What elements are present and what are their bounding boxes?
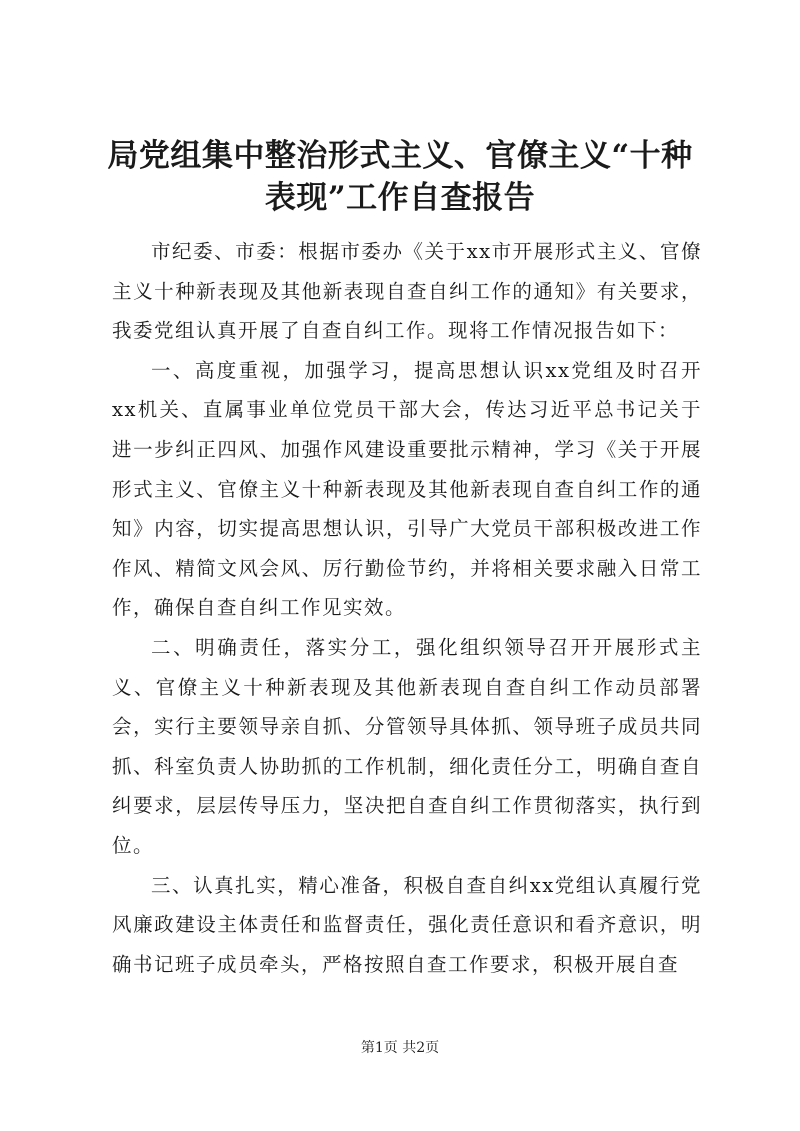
page-footer: 第1页 共2页 xyxy=(360,1040,440,1056)
paragraph-section-1: 一、高度重视，加强学习，提高思想认识xx党组及时召开xx机关、直属事业单位党员干部大会，传达习近平总书记关于进一步纠正四风、加强作风建设重要批示精神，学习《关于开展形式主义、官僚主义十种新表现及其他新表现自查自纠工作的通知》内容，切实提高思想认识，引导广大党员干部积极改进工作作风、精简文风会风、厉行勤俭节约，并将相关要求融入日常工作，确保自查自纠工作见实效。 xyxy=(112,358,702,620)
document-body xyxy=(112,232,702,984)
paragraph-section-3: 三、认真扎实，精心准备，积极自查自纠xx党组认真履行党风廉政建设主体责任和监督责任，强化责任意识和看齐意识，明确书记班子成员牵头，严格按照自查工作要求，积极开展自查 xyxy=(112,873,702,976)
paragraph-section-2: 二、明确责任，落实分工，强化组织领导召开开展形式主义、官僚主义十种新表现及其他新表现自查自纠工作动员部署会，实行主要领导亲自抓、分管领导具体抓、领导班子成员共同抓、科室负责人协助抓的工作机制，细化责任分工，明确自查自纠要求，层层传导压力，坚决把自查自纠工作贯彻落实，执行到位。 xyxy=(112,635,702,857)
paragraph-intro: 市纪委、市委：根据市委办《关于xx市开展形式主义、官僚主义十种新表现及其他新表现自查自纠工作的通知》有关要求，我委党组认真开展了自查自纠工作。现将工作情况报告如下： xyxy=(112,240,702,343)
document-title: 局党组集中整治形式主义、官僚主义“十种表现”工作自查报告 xyxy=(107,138,693,216)
